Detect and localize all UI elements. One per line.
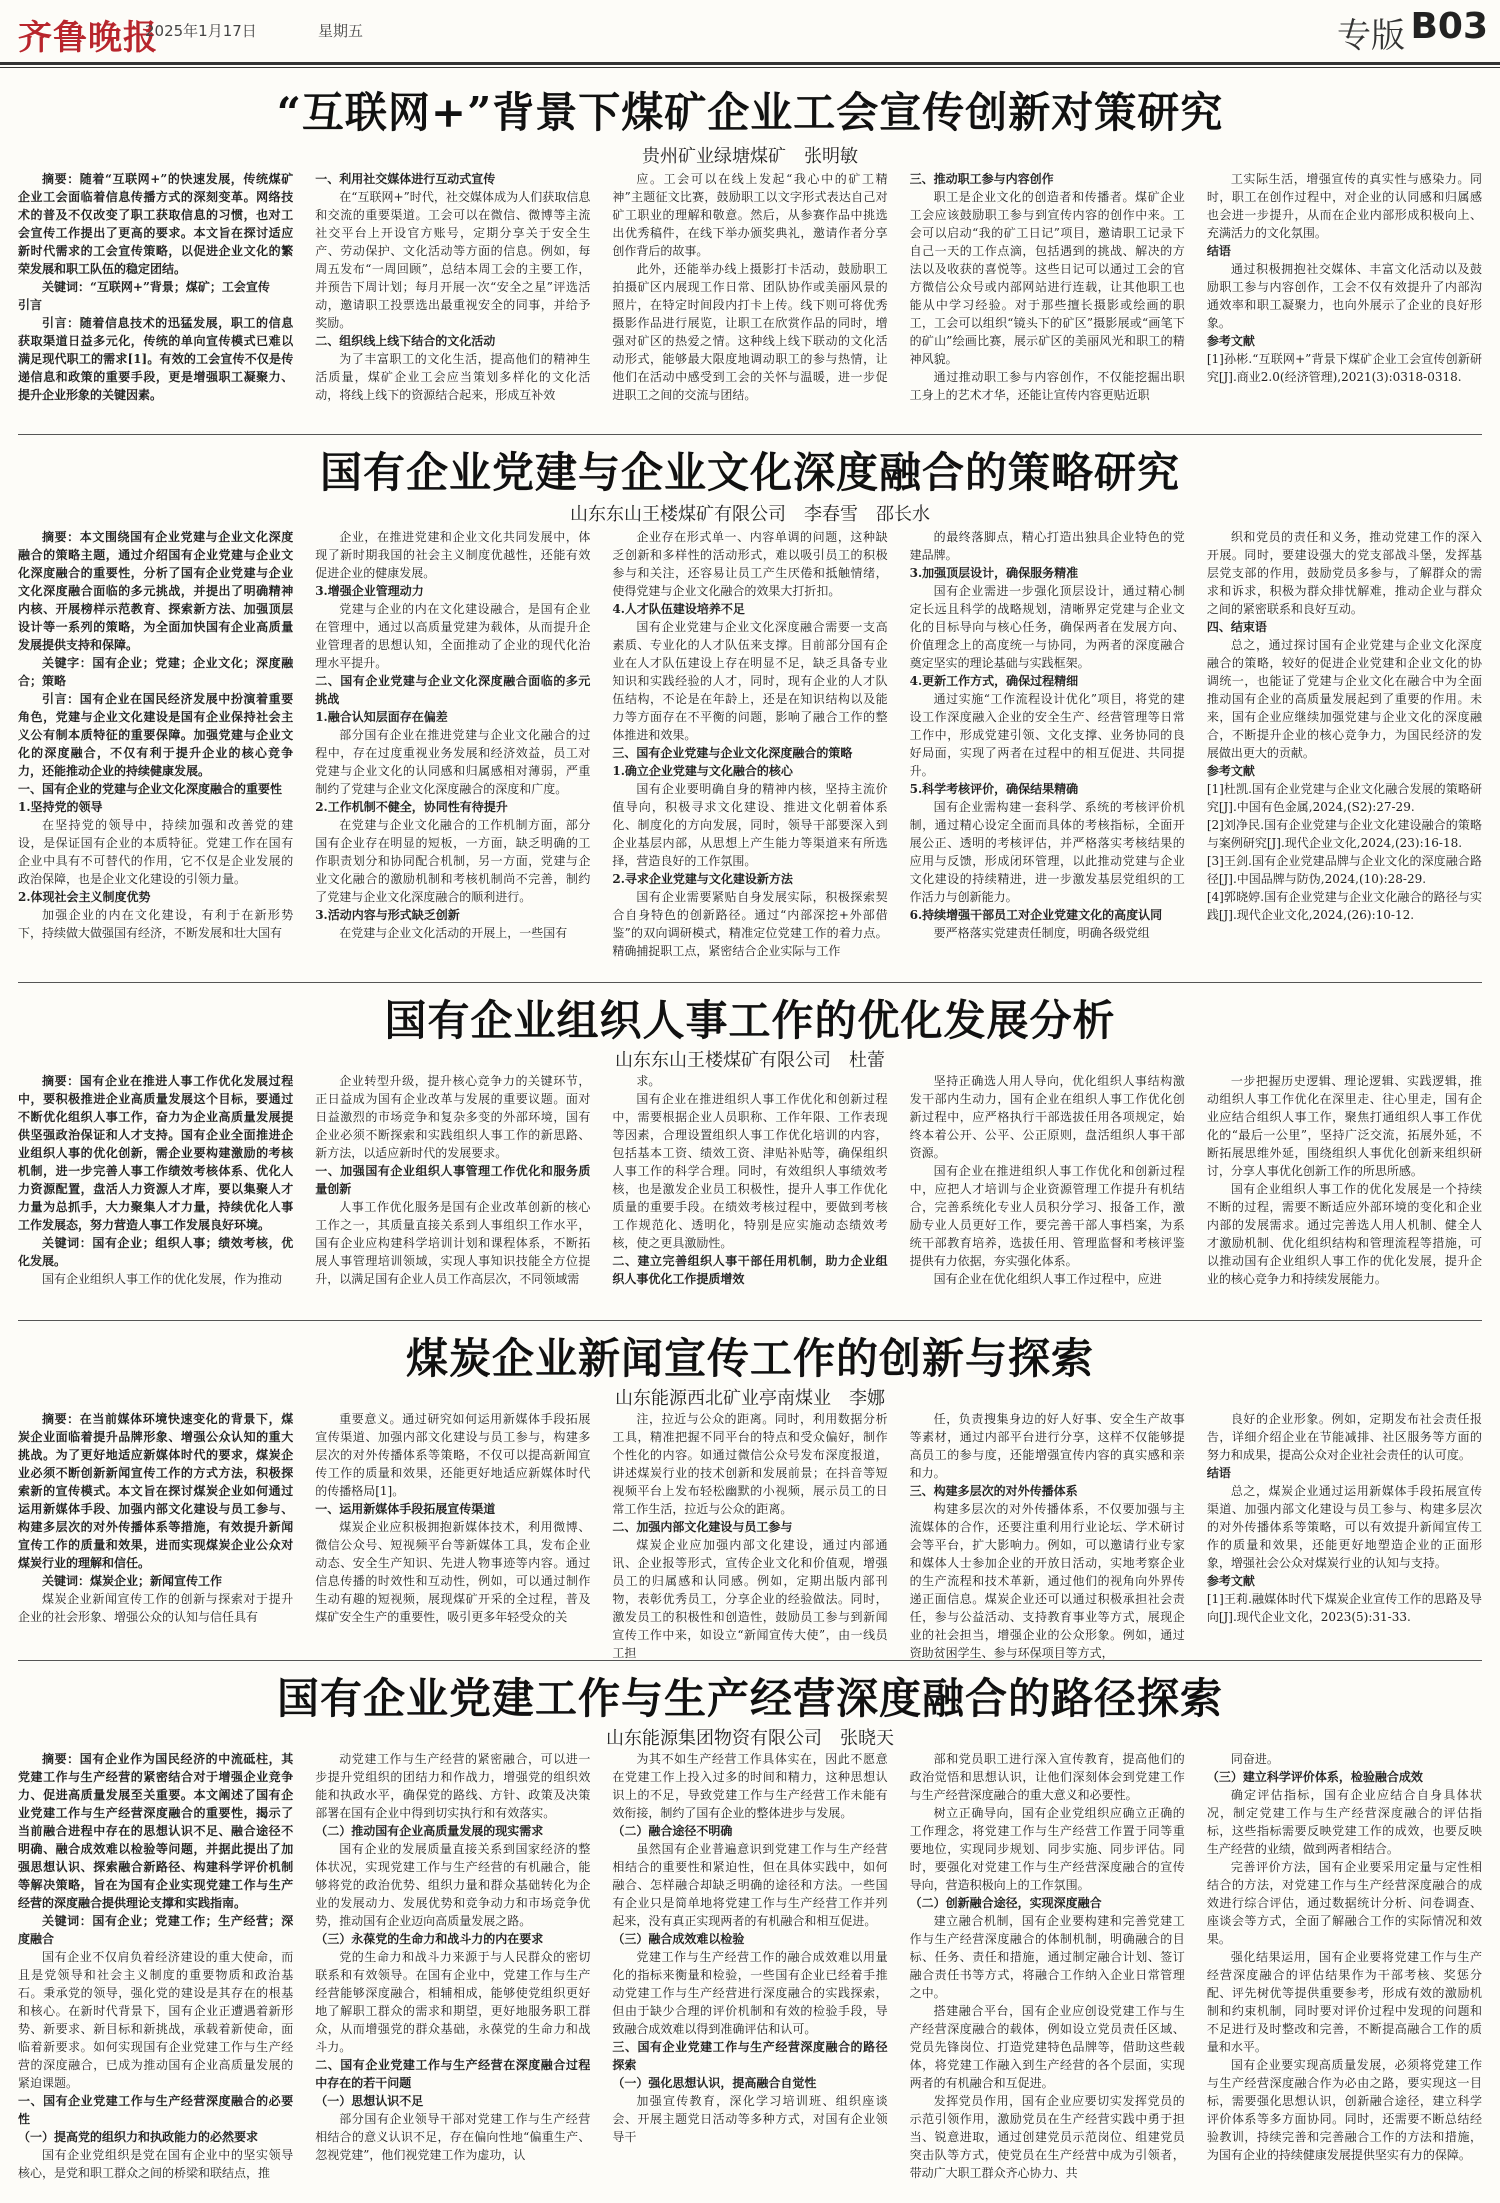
body-paragraph: 国有企业在推进组织人事工作优化和创新过程中，应把人才培训与企业资源管理工作提升有机结合，完善系统化专业人员积分学习、报备工作，激励专业人员更好工作，要完善干部人事档案，为系统干部教育培养，选拔任用、管理监督和考核评鉴提供有力依据，夯实强化体系。 (909, 1164, 1185, 1268)
section-heading: 2.工作机制不健全，协同性有待提升 (315, 800, 508, 814)
text-column (18, 1410, 293, 1660)
section-heading: 二、建立完善组织人事干部任用机制，助力企业组织人事优化工作提质增效 (612, 1254, 888, 1286)
section-heading: 3.活动内容与形式缺乏创新 (315, 908, 460, 922)
section-heading: （三）建立科学评价体系，检验融合成效 (1206, 1770, 1423, 1784)
body-paragraph: 国有企业的发展质量直接关系到国家经济的整体状况，实现党建工作与生产经营的有机融合，能够将党的政治优势、组织力量和群众基础转化为企业的发展动力、发展优势和竞争动力和市场竞争优势，推动国有企业迈向高质量发展之路。 (315, 1842, 591, 1928)
body-paragraph: 通过积极拥抱社交媒体、丰富文化活动以及鼓励职工参与内容创作，工会不仅有效提升了内部沟通效率和职工凝聚力，也向外展示了企业的良好形象。 (1206, 262, 1483, 330)
article-author: 山东能源集团物资有限公司 张晓天 (606, 1728, 894, 1749)
body-paragraph: 构建多层次的对外传播体系，不仅要加强与主流媒体的合作，还要注重利用行业论坛、学术研讨会等平台，扩大影响力。例如，可以邀请行业专家和媒体人士参加企业的开放日活动，实地考察企业的生产流程和技术革新，通过他们的视角向外界传递正面信息。煤炭企业还可以通过积极承担社会责任，参与公益活动、支持教育事业等方式，展现企业的社会担当，增强企业的公众形象。例如，通过资助贫困学生、参与环保项目等方式， (909, 1502, 1185, 1660)
article-title: 煤炭企业新闻宣传工作的创新与探索 (405, 1334, 1094, 1383)
section-heading: 三、推动职工参与内容创作 (909, 172, 1054, 186)
article-title: “互联网+”背景下煤矿企业工会宣传创新对策研究 (276, 88, 1224, 137)
text-column (910, 1072, 1185, 1320)
text-column (612, 1410, 887, 1660)
article-title: 国有企业组织人事工作的优化发展分析 (384, 996, 1116, 1045)
article-columns (18, 1410, 1482, 1660)
body-paragraph: 国有企业需要紧贴自身发展实际，积极探索契合自身特色的创新路径。通过“内部深挖+外部借鉴”的双向调研模式，精准定位党建工作的着力点。精确捕捉职工点，紧密结合企业实际与工作 (612, 890, 888, 958)
reference-entry: [2]刘净民.国有企业党建与企业文化建设融合的策略与案例研究[J].现代企业文化,2024,(23):16-18. (1206, 818, 1483, 850)
section-heading: 三、国有企业党建工作与生产经营深度融合的路径探索 (612, 2040, 888, 2072)
text-column (910, 528, 1185, 980)
text-column (18, 1750, 293, 2196)
section-heading: 结语 (1206, 244, 1231, 258)
article-columns (18, 1750, 1482, 2196)
section-heading: （二）创新融合途径，实现深度融合 (909, 1896, 1102, 1910)
body-paragraph: 企业转型升级，提升核心竞争力的关键环节，正日益成为国有企业改革与发展的重要议题。面对日益激烈的市场竞争和复杂多变的外部环境，国有企业必须不断探索和实践组织人事工作的新思路、新方法，以适应新时代的发展要求。 (315, 1074, 591, 1160)
body-paragraph: 国有企业组织人事工作的优化发展，作为推动 (42, 1272, 283, 1286)
abstract-paragraph: 关键词：国有企业；党建工作；生产经营；深度融合 (18, 1914, 294, 1946)
abstract-paragraph: 关键词：“互联网+”背景；煤矿；工会宣传 (42, 280, 270, 294)
body-paragraph: 部分国有企业在推进党建与企业文化融合的过程中，存在过度重视业务发展和经济效益，员工对党建与企业文化的认同感和归属感相对薄弱，严重制约了党建与企业文化深度融合的深度和广度。 (315, 728, 591, 796)
page-number: B03 (1410, 6, 1488, 47)
reference-entry: [1]孙彬.“互联网+”背景下煤矿企业工会宣传创新研究[J].商业2.0(经济管理),2021(3):0318-0318. (1206, 352, 1483, 384)
body-paragraph: 坚持正确选人用人导向，优化组织人事结构激发干部内生动力，国有企业在组织人事工作优化创新过程中，应严格执行干部选拔任用各项规定，始终本着公开、公平、公正原则，盘活组织人事干部资源。 (909, 1074, 1185, 1160)
article-separator (18, 434, 1482, 435)
body-paragraph: 国有企业需进一步强化顶层设计，通过精心制定长远且科学的战略规划，清晰界定党建与企业文化的目标导向与核心任务，确保两者在发展方向、价值理念上的高度统一与协同，为两者的深度融合奠定坚实的理论基础与实践框架。 (909, 584, 1185, 670)
body-paragraph: 总之，煤炭企业通过运用新媒体手段拓展宣传渠道、加强内部文化建设与员工参与、构建多层次的对外传播体系等策略，可以有效提升新闻宣传工作的质量和效果，还能更好地塑造企业的正面形象，增强社会公众对煤炭行业的认知与支持。 (1206, 1484, 1483, 1570)
section-heading: 3.增强企业管理动力 (315, 584, 424, 598)
newspaper-logo: 齐鲁晚报 (18, 18, 158, 58)
masthead-rule-thin (0, 67, 1500, 68)
article-title: 国有企业党建工作与生产经营深度融合的路径探索 (276, 1674, 1223, 1723)
body-paragraph: 加强宣传教育，深化学习培训班、组织座谈会、开展主题党日活动等多种方式，对国有企业领导干 (612, 2094, 888, 2144)
text-column (1207, 170, 1482, 438)
body-paragraph: 的最终落脚点，精心打造出独具企业特色的党建品牌。 (909, 530, 1185, 562)
section-heading: 一、运用新媒体手段拓展宣传渠道 (315, 1502, 496, 1516)
article-author: 山东东山王楼煤矿有限公司 杜蕾 (615, 1050, 885, 1071)
abstract-paragraph: 摘要：国有企业在推进人事工作优化发展过程中，要积极推进企业高质量发展这个目标，要通过不断优化组织人事工作，奋力为企业高质量发展提供坚强政治保证和人才支持。国有企业全面推进企业组织人事的优化创新，需企业要构建激励的考核机制，进一步完善人事工作绩效考核体系、优化人力资源配置，盘活人力资源人才库，要以集聚人才力量为总抓手，大力聚集人才力量，持续优化人事工作发展态，努力营造人事工作发展良好环境。 (18, 1074, 294, 1232)
text-column (1207, 1750, 1482, 2196)
body-paragraph: 国有企业不仅肩负着经济建设的重大使命，而且是党领导和社会主义制度的重要物质和政治基石。秉承党的领导，强化党的建设是其存在的根基和核心。在新时代背景下，国有企业正遭遇着新形势、新要求、新目标和新挑战，承载着新使命，面临着新要求。如何实现国有企业党建工作与生产经营的深度融合，已成为推动国有企业高质量发展的紧迫课题。 (18, 1950, 294, 2090)
text-column (315, 170, 590, 438)
body-paragraph: 良好的企业形象。例如，定期发布社会责任报告，详细介绍企业在节能减排、社区服务等方面的努力和成果，提高公众对企业社会责任的认可度。 (1206, 1412, 1483, 1462)
section-heading: （二）融合途径不明确 (612, 1824, 733, 1838)
article-author: 山东东山王楼煤矿有限公司 李春雪 邵长水 (570, 504, 930, 525)
section-heading: （二）推动国有企业高质量发展的现实需求 (315, 1824, 544, 1838)
section-heading: 二、国有企业党建工作与生产经营在深度融合过程中存在的若干问题 (315, 2058, 591, 2090)
abstract-paragraph: 摘要：随着“互联网+”的快速发展，传统煤矿企业工会面临着信息传播方式的深刻变革。网络技术的普及不仅改变了职工获取信息的习惯，也对工会宣传工作提出了更高的要求。本文旨在探讨适应新时代需求的工会宣传策略，以促进企业文化的繁荣发展和职工队伍的稳定团结。 (18, 172, 294, 276)
text-column (612, 170, 887, 438)
body-paragraph: 同奋进。 (1230, 1752, 1279, 1766)
body-paragraph: 国有企业组织人事工作的优化发展是一个持续不断的过程，需要不断适应外部环境的变化和企业内部的发展需求。通过完善选人用人机制、健全人才激励机制、优化组织结构和管理流程等措施，可以推动国有企业组织人事工作的优化发展，提升企业的核心竞争力和持续发展能力。 (1206, 1182, 1483, 1286)
article-separator (18, 982, 1482, 983)
body-paragraph: 总之，通过探讨国有企业党建与企业文化深度融合的策略，较好的促进企业党建和企业文化的协调统一，也能证了党建与企业文化在融合中为全面推动国有企业的高质量发展起到了重要的作用。未来，国有企业应继续加强党建与企业文化的深度融合，不断提升企业的核心竞争力，为国民经济的发展做出更大的贡献。 (1206, 638, 1483, 760)
section-heading: （一）思想认识不足 (315, 2094, 424, 2108)
body-paragraph: 注，拉近与公众的距离。同时，利用数据分析工具，精准把握不同平台的特点和受众偏好，制作个性化的内容。如通过微信公众号发布深度报道，讲述煤炭行业的技术创新和发展前景；在抖音等短视频平台上发布轻松幽默的小视频，展示员工的日常工作生活，拉近与公众的距离。 (612, 1412, 888, 1516)
abstract-paragraph: 引言：国有企业在国民经济发展中扮演着重要角色，党建与企业文化建设是国有企业保持社会主义公有制本质特征的重要保障。加强党建与企业文化的深度融合，不仅有利于提升企业的核心竞争力，还能推动企业的持续健康发展。 (18, 692, 294, 778)
text-column (315, 1072, 590, 1320)
body-paragraph: 为了丰富职工的文化生活，提高他们的精神生活质量，煤矿企业工会应当策划多样化的文化活动，将线上线下的资源结合起来，形成互补效 (315, 352, 591, 402)
body-paragraph: 在“互联网+”时代，社交媒体成为人们获取信息和交流的重要渠道。工会可以在微信、微博等主流社交平台上开设官方账号，定期分享关于安全生产、劳动保护、文化活动等方面的信息。例如，每周五发布“一周回顾”，总结本周工会的主要工作，并预告下周计划；每月开展一次“安全之星”评选活动，邀请职工投票选出最重视安全的同事，并给予奖励。 (315, 190, 591, 330)
section-heading: 二、国有企业党建与企业文化深度融合面临的多元挑战 (315, 674, 591, 706)
section-heading: 结语 (1206, 1466, 1231, 1480)
body-paragraph: 党建与企业的内在文化建设融合，是国有企业在管理中，通过以高质量党建为载体，从而提升企业管理者的思想认知，全面推动了企业的现代化治理水平提升。 (315, 602, 591, 670)
reference-entry: [4]郭晓婷.国有企业党建与企业文化融合的路径与实践[J].现代企业文化,2024,(26):10-12. (1206, 890, 1483, 922)
body-paragraph: 要严格落实党建责任制度，明确各级党组 (933, 926, 1150, 940)
body-paragraph: 完善评价方法，国有企业要采用定量与定性相结合的方法，对党建工作与生产经营深度融合的成效进行综合评估，通过数据统计分析、问卷调查、座谈会等方式，全面了解融合工作的实际情况和效果。 (1206, 1860, 1483, 1946)
abstract-paragraph: 摘要：国有企业作为国民经济的中流砥柱，其党建工作与生产经营的紧密结合对于增强企业竞争力、促进高质量发展至关重要。本文阐述了国有企业党建工作与生产经营深度融合的重要性，揭示了当前融合进程中存在的思想认识不足、融合途径不明确、融合成效难以检验等问题，并据此提出了加强思想认识、探索融合新路径、构建科学评价机制等解决策略，旨在为国有企业实现党建工作与生产经营的深度融合提供理论支撑和实践指南。 (18, 1752, 294, 1910)
section-heading: 2.体现社会主义制度优势 (18, 890, 151, 904)
body-paragraph: 在党建与企业文化融合的工作机制方面，部分国有企业存在明显的短板，一方面，缺乏明确的工作职责划分和协同配合机制，另一方面，党建与企业文化融合的激励机制和考核机制尚不完善，制约了党建与企业文化深度融合的顺利进行。 (315, 818, 591, 904)
section-heading: 二、加强内部文化建设与员工参与 (612, 1520, 793, 1534)
section-heading: 引言 (18, 298, 43, 312)
body-paragraph: 求。 (636, 1074, 661, 1088)
body-paragraph: 工实际生活，增强宣传的真实性与感染力。同时，职工在创作过程中，对企业的认同感和归属感也会进一步提升，从而在企业内部形成积极向上、充满活力的文化氛围。 (1206, 172, 1483, 240)
abstract-paragraph: 关键词：国有企业；组织人事；绩效考核，优化发展。 (18, 1236, 294, 1268)
body-paragraph: 建立融合机制，国有企业要构建和完善党建工作与生产经营深度融合的体制机制，明确融合的目标、任务、责任和措施，通过制定融合计划、签订融合责任书等方式，将融合工作纳入企业日常管理之中。 (909, 1914, 1185, 2000)
section-heading: 参考文献 (1206, 1574, 1255, 1588)
article-author: 山东能源西北矿业亭南煤业 李娜 (615, 1388, 885, 1409)
abstract-paragraph: 摘要：在当前媒体环境快速变化的背景下，煤炭企业面临着提升品牌形象、增强公众认知的重大挑战。为了更好地适应新媒体时代的要求，煤炭企业必须不断创新新闻宣传工作的方式方法，积极探索新的宣传模式。本文旨在探讨煤炭企业如何通过运用新媒体手段、加强内部文化建设与员工参与、构建多层次的对外传播体系等措施，有效提升新闻宣传工作的质量和效果，进而实现煤炭企业公众对煤炭行业的理解和信任。 (18, 1412, 294, 1570)
section-heading: 二、组织线上线下结合的文化活动 (315, 334, 496, 348)
body-paragraph: 强化结果运用，国有企业要将党建工作与生产经营深度融合的评估结果作为干部考核、奖惩分配、评先树优等提供重要参考，形成有效的激励机制和约束机制，同时要对评价过程中发现的问题和不足进行及时整改和完善，不断提高融合工作的质量和水平。 (1206, 1950, 1483, 2054)
section-heading: 三、国有企业党建与企业文化深度融合的策略 (612, 746, 853, 760)
section-heading: 一、国有企业党建工作与生产经营深度融合的必要性 (18, 2094, 294, 2126)
text-column (612, 528, 887, 980)
body-paragraph: 应。工会可以在线上发起“我心中的矿工精神”主题征文比赛，鼓励职工以文字形式表达自己对矿工职业的理解和敬意。然后，从参赛作品中挑选出优秀稿件，在线下举办颁奖典礼，邀请作者分享创作背后的故事。 (612, 172, 888, 258)
section-heading: 1.坚持党的领导 (18, 800, 103, 814)
body-paragraph: 在坚持党的领导中，持续加强和改善党的建设，是保证国有企业的本质特征。党建工作在国有企业中具有不可替代的作用，它不仅是企业发展的政治保障，也是企业文化建设的引领力量。 (18, 818, 294, 886)
text-column (18, 528, 293, 980)
text-column (612, 1072, 887, 1320)
body-paragraph: 企业存在形式单一、内容单调的问题，这种缺乏创新和多样性的活动形式，难以吸引员工的积极参与和关注，还容易让员工产生厌倦和抵触情绪，使得党建与企业文化融合的效果大打折扣。 (612, 530, 888, 598)
body-paragraph: 部和党员职工进行深入宣传教育，提高他们的政治觉悟和思想认识，让他们深刻体会到党建工作与生产经营深度融合的重大意义和必要性。 (909, 1752, 1185, 1802)
text-column (315, 1750, 590, 2196)
body-paragraph: 动党建工作与生产经营的紧密融合，可以进一步提升党组织的团结力和作战力，增强党的组织效能和执政水平，确保党的路线、方针、政策及决策部署在国有企业中得到切实执行和有效落实。 (315, 1752, 591, 1820)
body-paragraph: 确定评估指标，国有企业应结合自身具体状况，制定党建工作与生产经营深度融合的评估指标，这些指标需要反映党建工作的成效，也要反映生产经营的业绩，做到两者相结合。 (1206, 1788, 1483, 1856)
section-heading: 4.人才队伍建设培养不足 (612, 602, 745, 616)
section-heading: 一、利用社交媒体进行互动式宣传 (315, 172, 496, 186)
text-column (315, 1410, 590, 1660)
text-column (1207, 1410, 1482, 1660)
body-paragraph: 重要意义。通过研究如何运用新媒体手段拓展宣传渠道、加强内部文化建设与员工参与，构建多层次的对外传播体系等策略，不仅可以提高新闻宣传工作的质量和效果，还能更好地适应新媒体时代的传播格局[1]。 (315, 1412, 591, 1498)
section-heading: 参考文献 (1206, 764, 1255, 778)
abstract-paragraph: 引言：随着信息技术的迅猛发展，职工的信息获取渠道日益多元化，传统的单向宣传模式已难以满足现代职工的需求[1]。有效的工会宣传不仅是传递信息和政策的重要手段，更是增强职工凝聚力、提升企业形象的关键因素。 (18, 316, 294, 402)
section-heading: 1.确立企业党建与文化融合的核心 (612, 764, 793, 778)
section-heading: 一、国有企业的党建与企业文化深度融合的重要性 (18, 782, 283, 796)
body-paragraph: 煤炭企业应加强内部文化建设，通过内部通讯、企业报等形式，宣传企业文化和价值观，增强员工的归属感和认同感。例如，定期出版内部刊物，表彰优秀员工，分享企业的经验做法。同时，激发员工的积极性和创造性，鼓励员工参与到新闻宣传工作中来，如设立“新闻宣传大使”，由一线员工担 (612, 1538, 888, 1660)
section-label: 专版 (1337, 16, 1405, 56)
section-heading: 6.持续增强干部员工对企业党建文化的高度认同 (909, 908, 1163, 922)
body-paragraph: 此外，还能举办线上摄影打卡活动，鼓励职工拍摄矿区内展现工作日常、团队协作或美丽风景的照片，在特定时间段内打卡上传。线下则可将优秀摄影作品进行展览，让职工在欣赏作品的同时，增强对矿区的热爱之情。这种线上线下联动的文化活动形式，能够最大限度地调动职工的参与热情，让他们在活动中感受到工会的关怀与温暖，进一步促进职工之间的交流与团结。 (612, 262, 888, 402)
text-column (612, 1750, 887, 2196)
body-paragraph: 国有企业需构建一套科学、系统的考核评价机制，通过精心设定全面而具体的考核指标，全面开展公正、透明的考核评估，并严格落实考核结果的应用与反馈，形成闭环管理，以此推动党建与企业文化建设的持续精进，进一步激发基层党组织的工作活力与创新能力。 (909, 800, 1185, 904)
section-heading: （三）融合成效难以检验 (612, 1932, 745, 1946)
body-paragraph: 企业，在推进党建和企业文化共同发展中，体现了新时期我国的社会主义制度优越性，还能有效促进企业的健康发展。 (315, 530, 591, 580)
body-paragraph: 搭建融合平台，国有企业应创设党建工作与生产经营深度融合的载体，例如设立党员责任区域、党员先锋岗位、打造党建特色品牌等，借助这些载体，将党建工作融入到生产经营的各个层面，实现两者的有机融合和互促进。 (909, 2004, 1185, 2090)
section-heading: 四、结束语 (1206, 620, 1267, 634)
issue-weekday: 星期五 (318, 22, 364, 40)
body-paragraph: 任，负责搜集身边的好人好事、安全生产故事等素材，通过内部平台进行分享，这样不仅能够提高员工的参与度，还能增强宣传内容的真实感和亲和力。 (909, 1412, 1185, 1480)
body-paragraph: 人事工作优化服务是国有企业改革创新的核心工作之一，其质量直接关系到人事组织工作水平，国有企业应构建科学培训计划和课程体系，不断拓展人事管理培训领域，实现人事知识技能全方位提升，以满足国有企业人员工作高层次，不同领域需 (315, 1200, 591, 1286)
body-paragraph: 职工是企业文化的创造者和传播者。煤矿企业工会应该鼓励职工参与到宣传内容的创作中来。工会可以启动“我的矿工日记”项目，邀请职工记录下自己一天的工作点滴，包括遇到的挑战、解决的方法以及收获的喜悦等。这些日记可以通过工会的官方微信公众号或内部网站进行连载，让其他职工也能从中学习经验。对于那些擅长摄影或绘画的职工，工会可以组织“镜头下的矿区”摄影展或“画笔下的矿山”绘画比赛，展示矿区的美丽风光和职工的精神风貌。 (909, 190, 1185, 366)
abstract-paragraph: 摘要：本文围绕国有企业党建与企业文化深度融合的策略主题，通过介绍国有企业党建与企业文化深度融合的重要性，分析了国有企业党建与企业文化深度融合面临的多元挑战，并提出了明确精神内核、开展榜样示范教育、探索新方法、加强顶层设计等一系列的策略，为全面加快国有企业高质量发展提供支持和保障。 (18, 530, 294, 652)
abstract-paragraph: 关键字：国有企业；党建；企业文化；深度融合；策略 (18, 656, 294, 688)
body-paragraph: 织和党员的责任和义务，推动党建工作的深入开展。同时，要建设强大的党支部战斗堡，发挥基层党支部的作用，鼓励党员多参与，了解群众的需求和诉求，积极为群众排忧解难，推动企业与群众之间的紧密联系和良好互动。 (1206, 530, 1483, 616)
section-heading: 三、构建多层次的对外传播体系 (909, 1484, 1078, 1498)
body-paragraph: 煤炭企业新闻宣传工作的创新与探索对于提升企业的社会形象、增强公众的认知与信任具有 (18, 1592, 294, 1624)
body-paragraph: 通过推动职工参与内容创作，不仅能挖掘出职工身上的艺术才华，还能让宣传内容更贴近职 (909, 370, 1185, 402)
text-column (18, 1072, 293, 1320)
section-heading: （一）强化思想认识，提高融合自觉性 (612, 2076, 817, 2090)
body-paragraph: 加强企业的内在文化建设，有利于在新形势下，持续做大做强国有经济，不断发展和壮大国有 (18, 908, 294, 940)
section-heading: （一）提高党的组织力和执政能力的必然要求 (18, 2130, 259, 2144)
section-heading: 5.科学考核评价，确保结果精确 (909, 782, 1079, 796)
section-heading: （三）永葆党的生命力和战斗力的内在要求 (315, 1932, 544, 1946)
body-paragraph: 国有企业要明确自身的精神内核，坚持主流价值导向，积极寻求文化建设、推进文化朝着体系化、制度化的方向发展，同时，领导干部要深入到企业基层内部，从思想上产生能力等渠道来有所选择，营造良好的工作氛围。 (612, 782, 888, 868)
body-paragraph: 在党建与企业文化活动的开展上，一些国有 (339, 926, 568, 940)
section-heading: 2.寻求企业党建与文化建设新方法 (612, 872, 793, 886)
body-paragraph: 一步把握历史逻辑、理论逻辑、实践逻辑，推动组织人事工作优化在深里走、往心里走，国有企业应结合组织人事工作，聚焦打通组织人事工作优化的“最后一公里”，坚持广泛交流，拓展外延，不断拓展思维外延，围绕组织人事优化创新来组织研讨，分享人事优化创新工作的所思所感。 (1206, 1074, 1483, 1178)
masthead-rule (0, 62, 1500, 65)
body-paragraph: 为其不如生产经营工作具体实在，因此不愿意在党建工作上投入过多的时间和精力，这种思想认识上的不足，导致党建工作与生产经营工作未能有效衔接，制约了国有企业的整体进步与发展。 (612, 1752, 888, 1820)
article-separator (18, 1660, 1482, 1661)
text-column (1207, 1072, 1482, 1320)
body-paragraph: 国有企业党组织是党在国有企业中的坚实领导核心，是党和职工群众之间的桥梁和联结点，推 (18, 2148, 294, 2180)
article-title: 国有企业党建与企业文化深度融合的策略研究 (319, 448, 1180, 497)
section-heading: 4.更新工作方式，确保过程精细 (909, 674, 1079, 688)
article-author: 贵州矿业绿塘煤矿 张明敏 (642, 146, 858, 167)
text-column (910, 1410, 1185, 1660)
body-paragraph: 部分国有企业领导干部对党建工作与生产经营相结合的意义认识不足，存在偏向性地“偏重生产、忽视党建”，他们视党建工作为虚功，认 (315, 2112, 591, 2162)
section-heading: 1.融合认知层面存在偏差 (315, 710, 448, 724)
body-paragraph: 树立正确导向，国有企业党组织应确立正确的工作理念，将党建工作与生产经营工作置于同等重要地位，实现同步规划、同步实施、同步评估。同时，要强化对党建工作与生产经营深度融合的宣传导向，营造积极向上的工作氛围。 (909, 1806, 1185, 1892)
masthead (0, 0, 1500, 62)
body-paragraph: 国有企业在推进组织人事工作优化和创新过程中，需要根据企业人员职称、工作年限、工作表现等因素，合理设置组织人事工作优化培训的内容，包括基本工资、绩效工资、津贴补贴等，确保组织人事工作的科学合理。同时，有效组织人事绩效考核，也是激发企业员工积极性，提升人事工作优化质量的重要手段。在绩效考核过程中，要做到考核工作规范化、透明化，特别是应实施动态绩效考核，使之更具激励性。 (612, 1092, 888, 1250)
section-heading: 一、加强国有企业组织人事管理工作优化和服务质量创新 (315, 1164, 591, 1196)
text-column (315, 528, 590, 980)
article-columns (18, 170, 1482, 438)
abstract-paragraph: 关键词：煤炭企业；新闻宣传工作 (42, 1574, 223, 1588)
issue-date: 2025年1月17日 (145, 22, 257, 40)
body-paragraph: 发挥党员作用，国有企业应要切实发挥党员的示范引领作用，激励党员在生产经营实践中勇于担当、锐意进取，通过创建党员示范岗位、组建党员突击队等方式，使党员在生产经营中成为引领者，带动广大职工群众齐心协力、共 (909, 2094, 1185, 2180)
text-column (18, 170, 293, 438)
body-paragraph: 煤炭企业应积极拥抱新媒体技术，利用微博、微信公众号、短视频平台等新媒体工具，发布企业动态、安全生产知识、先进人物事迹等内容。通过信息传播的时效性和互动性，例如，可以通过制作生动有趣的短视频，展现煤矿开采的全过程，普及煤矿安全生产的重要性，吸引更多年轻受众的关 (315, 1520, 591, 1624)
article-columns (18, 1072, 1482, 1320)
reference-entry: [1]王莉.融媒体时代下煤炭企业宣传工作的思路及导向[J].现代企业文化，2023(5):31-33. (1206, 1592, 1483, 1624)
body-paragraph: 国有企业要实现高质量发展，必须将党建工作与生产经营深度融合作为必由之路，要实现这一目标，需要强化思想认识，创新融合途径，建立科学评价体系等多方面协同。同时，还需要不断总结经验教训，持续完善和完善融合工作的方法和措施，为国有企业的持续健康发展提供坚实有力的保障。 (1206, 2058, 1483, 2162)
article-separator (18, 1320, 1482, 1321)
text-column (910, 170, 1185, 438)
text-column (910, 1750, 1185, 2196)
body-paragraph: 国有企业在优化组织人事工作过程中，应进 (933, 1272, 1162, 1286)
text-column (1207, 528, 1482, 980)
section-heading: 参考文献 (1206, 334, 1255, 348)
body-paragraph: 通过实施“工作流程设计优化”项目，将党的建设工作深度融入企业的安全生产、经营管理等日常工作中，形成党建引领、文化支撑、业务协同的良好局面，实现了两者在过程中的相互促进、共同提升。 (909, 692, 1185, 778)
section-heading: 3.加强顶层设计，确保服务精准 (909, 566, 1079, 580)
reference-entry: [3]王剑.国有企业党建品牌与企业文化的深度融合路径[J].中国品牌与防伪,2024,(10):28-29. (1206, 854, 1483, 886)
body-paragraph: 党的生命力和战斗力来源于与人民群众的密切联系和有效领导。在国有企业中，党建工作与生产经营能够深度融合，相辅相成，能够使党组织更好地了解职工群众的需求和期望，更好地服务职工群众，从而增强党的群众基础，永葆党的生命力和战斗力。 (315, 1950, 591, 2054)
body-paragraph: 党建工作与生产经营工作的融合成效难以用量化的指标来衡量和检验，一些国有企业已经着手推动党建工作与生产经营进行深度融合的实践探索，但由于缺少合理的评价机制和有效的检验手段，导致融合成效难以得到准确评估和认可。 (612, 1950, 888, 2036)
body-paragraph: 国有企业党建与企业文化深度融合需要一支高素质、专业化的人才队伍来支撑。目前部分国有企业在人才队伍建设上存在明显不足，缺乏具备专业知识和实践经验的人才，同时，现有企业的人才队伍结构，不论是在年龄上，还是在知识结构以及能力等方面存在不平衡的问题，影响了融合工作的整体推进和效果。 (612, 620, 888, 742)
reference-entry: [1]杜凯.国有企业党建与企业文化融合发展的策略研究[J].中国有色金属,2024,(S2):27-29. (1206, 782, 1483, 814)
article-columns (18, 528, 1482, 980)
body-paragraph: 虽然国有企业普遍意识到党建工作与生产经营相结合的重要性和紧迫性，但在具体实践中，如何融合、怎样融合却缺乏明确的途径和方法。一些国有企业只是简单地将党建工作与生产经营工作并列起来，没有真正实现两者的有机融合和相互促进。 (612, 1842, 888, 1928)
